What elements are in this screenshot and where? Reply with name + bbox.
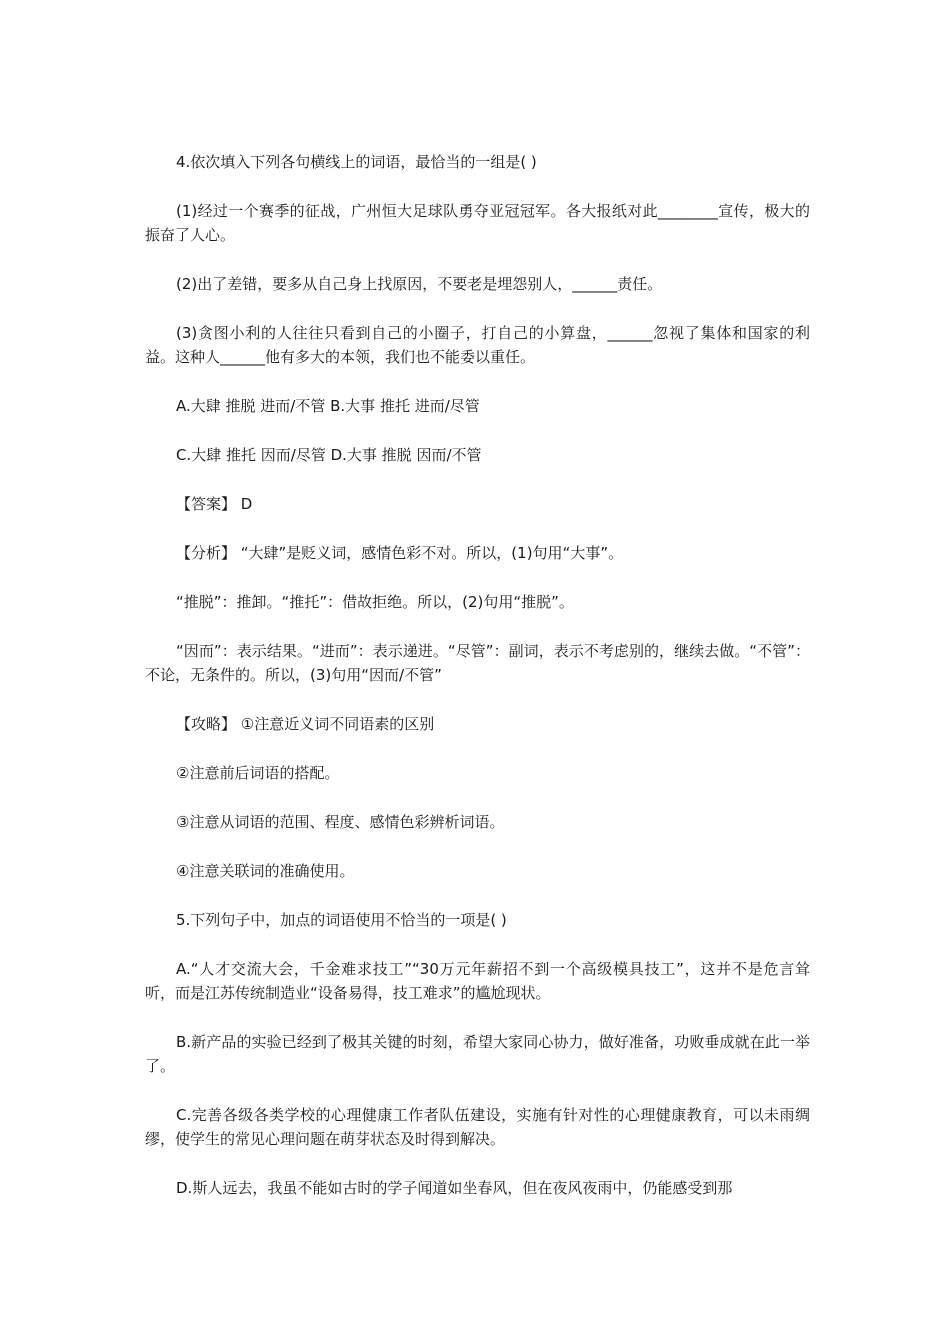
document-body bbox=[145, 150, 810, 1200]
question-4-sentence-1: (1)经过一个赛季的征战，广州恒大足球队勇夺亚冠冠军。各大报纸对此________宣传，极大的振奋了人心。 bbox=[145, 202, 810, 244]
analysis-line-1: 【分析】 “大肆”是贬义词，感情色彩不对。所以，(1)句用“大事”。 bbox=[176, 544, 624, 562]
question-4-sentence-2: (2)出了差错，要多从自己身上找原因，不要老是埋怨别人，______责任。 bbox=[176, 275, 663, 293]
paragraph-gap bbox=[145, 1005, 810, 1030]
paragraph-gap bbox=[145, 736, 810, 761]
paragraph-gap bbox=[145, 1151, 810, 1176]
paragraph-gap bbox=[145, 174, 810, 199]
paragraph-gap bbox=[145, 932, 810, 957]
paragraph-gap bbox=[145, 785, 810, 810]
paragraph-gap bbox=[145, 467, 810, 492]
analysis-line-2: “推脱”：推卸。“推托”：借故拒绝。所以，(2)句用“推脱”。 bbox=[176, 593, 574, 611]
paragraph-gap bbox=[145, 687, 810, 712]
paragraph-gap bbox=[145, 369, 810, 394]
strategy-line-4: ④注意关联词的准确使用。 bbox=[176, 862, 355, 880]
paragraph-gap bbox=[145, 418, 810, 443]
paragraph-gap bbox=[145, 614, 810, 639]
paragraph-gap bbox=[145, 834, 810, 859]
question-4-options-ab: A.大肆 推脱 进而/不管 B.大事 推托 进而/尽管 bbox=[176, 397, 480, 415]
answer-line: 【答案】 D bbox=[176, 495, 253, 513]
strategy-line-1: 【攻略】 ①注意近义词不同语素的区别 bbox=[176, 715, 435, 733]
paragraph-gap bbox=[145, 1078, 810, 1103]
question-5-option-b: B.新产品的实验已经到了极其关键的时刻，希望大家同心协力，做好准备，功败垂成就在此一举了。 bbox=[145, 1033, 810, 1075]
paragraph-gap bbox=[145, 565, 810, 590]
question-5-stem: 5.下列句子中，加点的词语使用不恰当的一项是( ) bbox=[176, 911, 507, 929]
strategy-line-2: ②注意前后词语的搭配。 bbox=[176, 764, 340, 782]
question-5-option-a: A.“人才交流大会，千金难求技工”“30万元年薪招不到一个高级模具技工”，这并不是危言耸听，而是江苏传统制造业“设备易得，技工难求”的尴尬现状。 bbox=[145, 960, 810, 1002]
question-5-option-c: C.完善各级各类学校的心理健康工作者队伍建设，实施有针对性的心理健康教育，可以未雨绸缪，使学生的常见心理问题在萌芽状态及时得到解决。 bbox=[145, 1106, 810, 1148]
question-5-option-d: D.斯人远去，我虽不能如古时的学子闻道如坐春风，但在夜风夜雨中，仍能感受到那 bbox=[176, 1179, 733, 1197]
question-4-options-cd: C.大肆 推托 因而/尽管 D.大事 推脱 因而/不管 bbox=[176, 446, 482, 464]
paragraph-gap bbox=[145, 247, 810, 272]
question-4-sentence-3: (3)贪图小利的人往往只看到自己的小圈子，打自己的小算盘，______忽视了集体和国家的利益。这种人______他有多大的本领，我们也不能委以重任。 bbox=[145, 324, 810, 366]
paragraph-gap bbox=[145, 516, 810, 541]
strategy-line-3: ③注意从词语的范围、程度、感情色彩辨析词语。 bbox=[176, 813, 505, 831]
analysis-line-3: “因而”：表示结果。“进而”：表示递进。“尽管”：副词，表示不考虑别的，继续去做。“不管”：不论，无条件的。所以，(3)句用“因而/不管” bbox=[145, 642, 810, 684]
paragraph-gap bbox=[145, 296, 810, 321]
question-4-stem: 4.依次填入下列各句横线上的词语，最恰当的一组是( ) bbox=[176, 153, 537, 171]
paragraph-gap bbox=[145, 883, 810, 908]
